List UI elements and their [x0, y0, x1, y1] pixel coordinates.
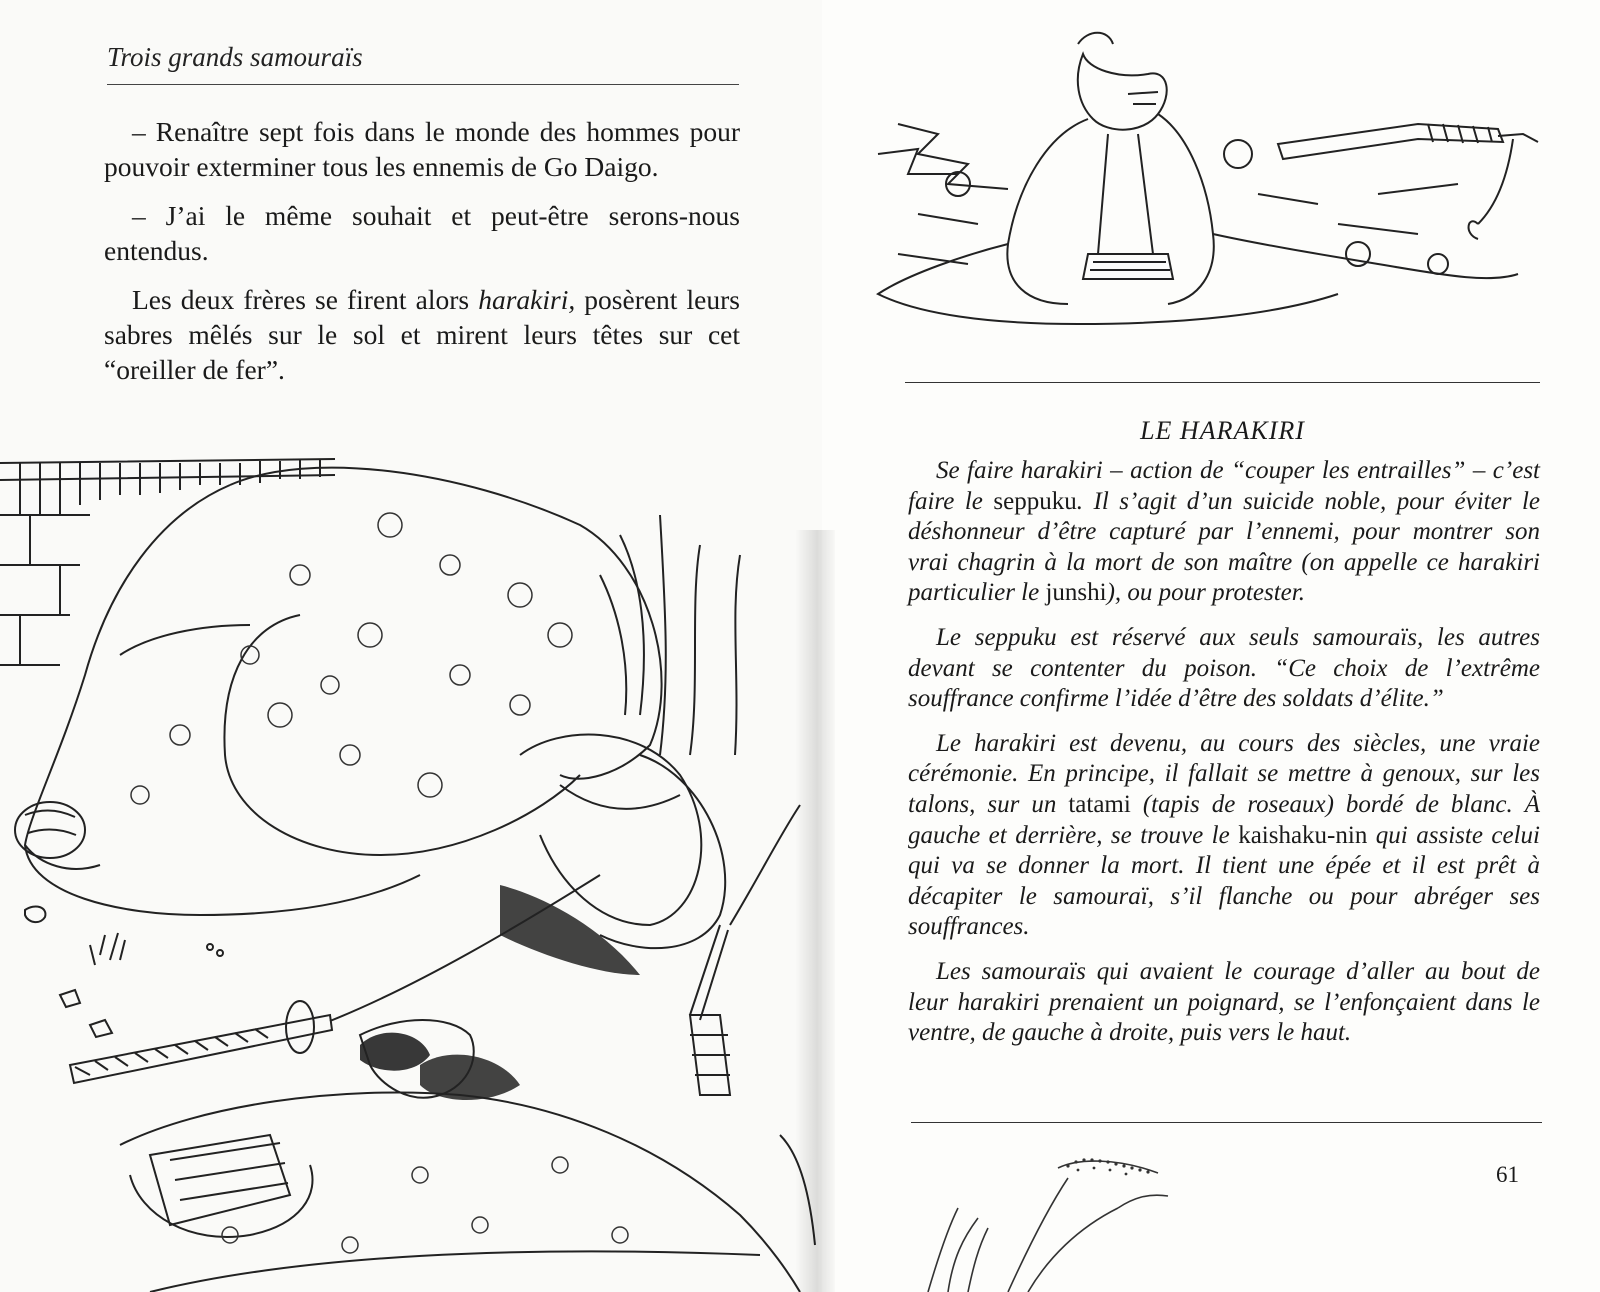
para3-harakiri: harakiri, [478, 284, 576, 315]
p1-e: ), ou pour protester. [1106, 579, 1305, 607]
p3-kaishaku-nin: kaishaku-nin [1238, 821, 1368, 849]
running-head: Trois grands samouraïs [107, 42, 363, 72]
para3-before: Les deux frères se firent alors [132, 284, 479, 315]
left-paragraph-2: – J’ai le même souhait et peut-être serons-nous entendus. [104, 200, 740, 266]
p1-seppuku: seppuku [993, 487, 1077, 515]
p1-a: Se faire harakiri – action de “couper les entrailles” – c’est faire le [908, 457, 1540, 515]
sidebar-body-text [908, 456, 1540, 1063]
p3-tatami: tatami [1068, 790, 1131, 818]
p3-c: (tapis de roseaux) bordé de blanc. À gauche et derrière, se trouve le [908, 790, 1540, 849]
grass-illustration [918, 1148, 1178, 1292]
seated-samurai-illustration [858, 24, 1548, 344]
p3-e: qui assiste celui qui va se donner la mort. Il tient une épée et il est prêt à décapiter le samouraï, s’il flanche ou pour abréger ses souffrances. [908, 821, 1540, 941]
sidebar-paragraph-3 [908, 729, 1540, 943]
sidebar-top-rule [905, 382, 1540, 383]
p1-junshi: junshi [1045, 579, 1107, 607]
sidebar-bottom-rule [911, 1122, 1542, 1123]
sidebar-paragraph-2: Le seppuku est réservé aux seuls samouraïs, les autres devant se contenter du poison. “Ce choix de l’extrême souffrance confirme l’idée d’être des soldats d’élite.” [908, 623, 1540, 713]
p3-a: Le harakiri est devenu, au cours des siècles, une vraie cérémonie. En principe, il fallait se mettre à genoux, sur les talons, sur un [908, 729, 1540, 818]
gutter-shadow [795, 530, 835, 1292]
page-number: 61 [1496, 1162, 1519, 1187]
p1-c: . Il s’agit d’un suicide noble, pour éviter le déshonneur d’être capturé par l’ennemi, pour montrer son vrai chagrin à la mort de son maître (on appelle ce harakiri particulier le [908, 487, 1540, 607]
sidebar-paragraph-1 [908, 456, 1540, 609]
left-body-text [104, 114, 740, 401]
left-paragraph-1: – Renaître sept fois dans le monde des hommes pour pouvoir exterminer tous les ennemis de Go Daigo. [104, 116, 740, 182]
para3-after: posèrent leurs sabres mêlés sur le sol et mirent leurs têtes sur cet “oreiller de fer”. [104, 284, 740, 385]
sidebar-paragraph-4: Les samouraïs qui avaient le courage d’aller au bout de leur harakiri prenaient un poignard, se l’enfonçaient dans le ventre, de gauche à droite, puis vers le haut. [908, 957, 1540, 1047]
running-head-rule [107, 84, 739, 85]
left-paragraph-3 [104, 282, 740, 387]
kneeling-samurai-illustration [0, 455, 822, 1292]
sidebar-title: LE HARAKIRI [1140, 416, 1305, 445]
